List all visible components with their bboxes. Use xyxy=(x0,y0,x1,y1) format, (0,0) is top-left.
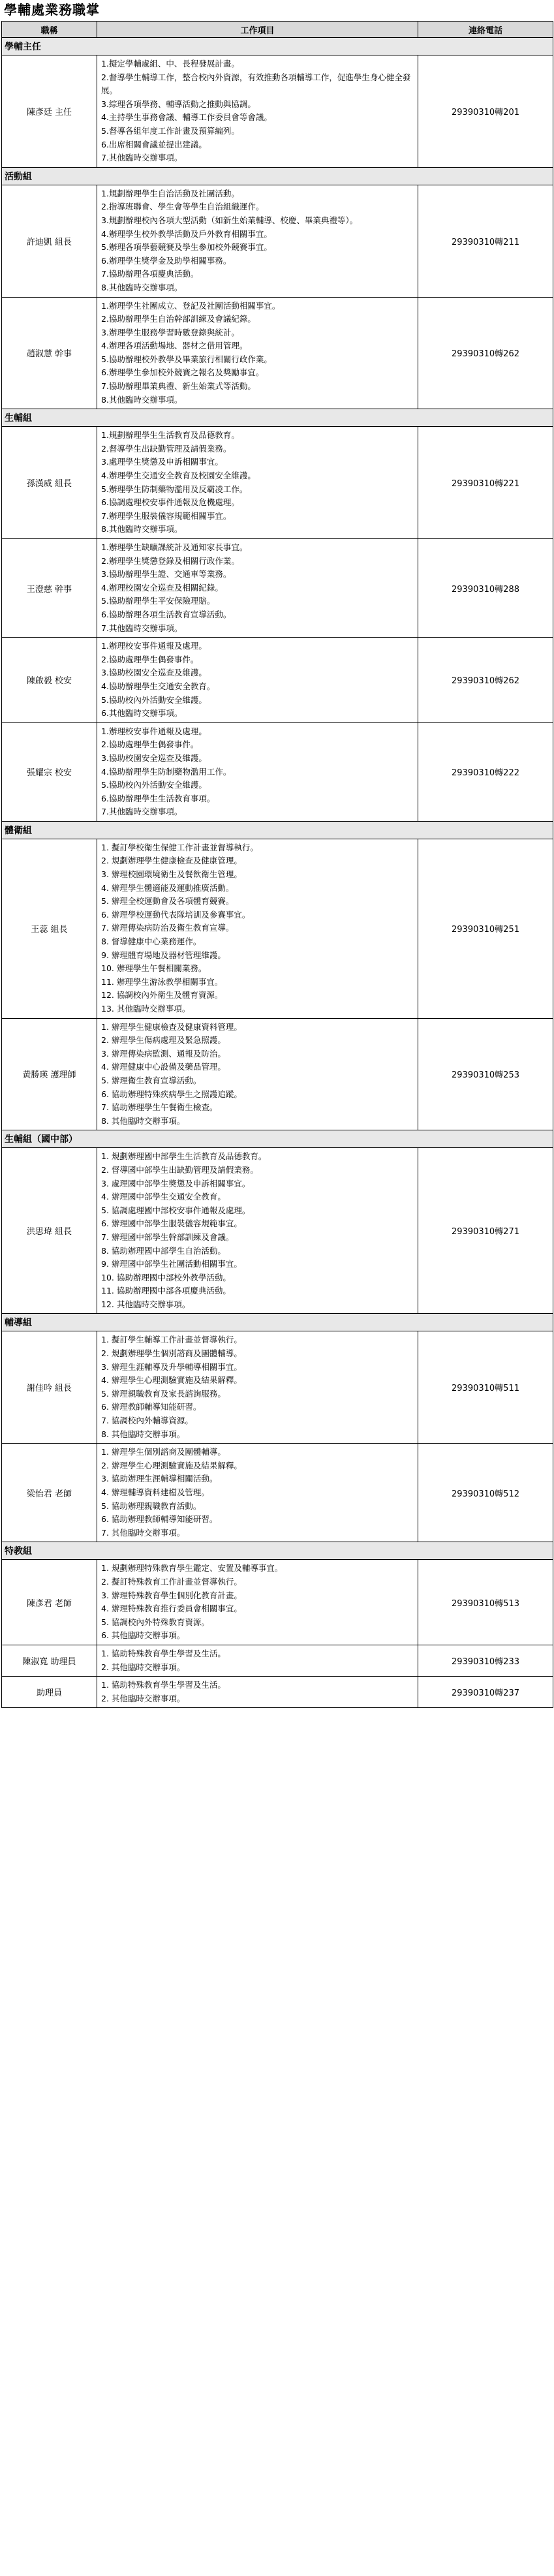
staff-name: 王蕊 組長 xyxy=(2,839,97,1018)
task-item: 1.辦理校安事件通報及處理。 xyxy=(101,641,207,651)
table-row xyxy=(2,1444,553,1542)
section-row xyxy=(2,1314,553,1331)
table-row xyxy=(2,1018,553,1130)
table-row xyxy=(2,638,553,723)
task-list xyxy=(97,1331,418,1444)
phone-extension: 29390310轉251 xyxy=(418,839,553,1018)
task-item: 1. 辦理學生個別諮商及團體輔導。 xyxy=(101,1447,226,1457)
section-row xyxy=(2,38,553,55)
task-item: 1.規劃辦理學生自治活動及社團活動。 xyxy=(101,188,239,198)
task-item: 5.協助辦理校外教學及畢業旅行相關行政作業。 xyxy=(101,354,272,364)
task-item: 13. 其他臨時交辦事項。 xyxy=(101,1004,191,1014)
task-item: 12. 其他臨時交辦事項。 xyxy=(101,1299,191,1309)
section-row xyxy=(2,1130,553,1148)
phone-extension: 29390310轉221 xyxy=(418,427,553,539)
task-item: 4.協助辦理學生防制藥物濫用工作。 xyxy=(101,766,232,777)
task-item: 4. 辦理學生體適能及運動推廣活動。 xyxy=(101,882,234,893)
task-item: 4. 辦理學生心理測驗實施及結果解釋。 xyxy=(101,1375,242,1386)
task-list xyxy=(97,1560,418,1645)
section-heading: 體衛組 xyxy=(2,821,553,839)
task-item: 8. 督導健康中心業務運作。 xyxy=(101,937,202,947)
staff-name: 陳彥廷 主任 xyxy=(2,55,97,168)
staff-name: 助理員 xyxy=(2,1677,97,1708)
task-list xyxy=(97,722,418,821)
task-item: 6. 協助辦理特殊疾病學生之照護追蹤。 xyxy=(101,1089,242,1099)
task-list xyxy=(97,55,418,168)
task-item: 2. 督導國中部學生出缺勤管理及請假業務。 xyxy=(101,1164,258,1175)
task-item: 8. 其他臨時交辦事項。 xyxy=(101,1115,185,1126)
section-heading: 生輔組（國中部） xyxy=(2,1130,553,1148)
task-item: 5. 協調校內外特殊教育資源。 xyxy=(101,1617,209,1627)
task-item: 3. 協助辦理生涯輔導相關活動。 xyxy=(101,1474,218,1484)
task-item: 1. 規劃辦理國中部學生生活教育及品德教育。 xyxy=(101,1151,267,1162)
task-item: 4.主持學生事務會議、輔導工作委員會等會議。 xyxy=(101,112,272,123)
task-item: 2. 規劃辦理學生個別諮商及團體輔導。 xyxy=(101,1348,242,1359)
task-item: 2.協助處理學生偶發事件。 xyxy=(101,739,199,750)
task-item: 3. 辦理傳染病監測、通報及防治。 xyxy=(101,1048,226,1059)
table-body xyxy=(2,38,553,1708)
phone-extension: 29390310轉253 xyxy=(418,1018,553,1130)
task-list xyxy=(97,839,418,1018)
task-item: 2. 其他臨時交辦事項。 xyxy=(101,1662,185,1672)
task-item: 6.協助辦理學生生活教育事項。 xyxy=(101,793,215,803)
table-row xyxy=(2,55,553,168)
staff-name: 王澄慈 幹事 xyxy=(2,539,97,638)
section-heading: 生輔組 xyxy=(2,409,553,427)
task-item: 6. 協助辦理教師輔導知能研習。 xyxy=(101,1514,218,1525)
task-item: 6.協調處理校安事件通報及危機處理。 xyxy=(101,497,239,508)
task-item: 7.辦理學生服裝儀容規範相關事宜。 xyxy=(101,510,232,521)
task-list xyxy=(97,1444,418,1542)
task-item: 4. 辦理輔導資料建檔及管理。 xyxy=(101,1487,209,1497)
table-row xyxy=(2,539,553,638)
task-item: 2. 擬訂特殊教育工作計畫並督導執行。 xyxy=(101,1576,242,1587)
task-list xyxy=(97,1018,418,1130)
phone-extension: 29390310轉211 xyxy=(418,185,553,297)
task-item: 2.指導班聯會、學生會等學生自治組織運作。 xyxy=(101,202,264,212)
task-item: 2. 其他臨時交辦事項。 xyxy=(101,1693,185,1703)
task-item: 5. 協助辦理親職教育活動。 xyxy=(101,1500,202,1511)
task-item: 1. 協助特殊教育學生學習及生活。 xyxy=(101,1680,226,1690)
duty-table xyxy=(1,21,553,1708)
task-item: 2.督導學生輔導工作，整合校內外資源，有效推動各項輔導工作，促進學生身心健全發展。 xyxy=(101,72,411,96)
task-item: 4. 辦理特殊教育推行委員會相關事宜。 xyxy=(101,1604,242,1614)
task-item: 8.其他臨時交辦事項。 xyxy=(101,394,183,405)
table-row xyxy=(2,1645,553,1676)
phone-extension: 29390310轉237 xyxy=(418,1677,553,1708)
task-item: 1.規劃辦理學生生活教育及品德教育。 xyxy=(101,430,239,441)
task-list xyxy=(97,638,418,723)
staff-name: 孫漢威 組長 xyxy=(2,427,97,539)
task-item: 6. 辦理國中部學生服裝儀容規範事宜。 xyxy=(101,1218,242,1229)
table-row xyxy=(2,839,553,1018)
section-heading: 活動組 xyxy=(2,167,553,185)
staff-name: 洪思瑋 組長 xyxy=(2,1148,97,1314)
task-item: 6.其他臨時交辦事項。 xyxy=(101,708,183,719)
task-item: 6.辦理學生獎學金及助學相關事務。 xyxy=(101,255,232,266)
task-item: 2. 辦理學生心理測驗實施及結果解釋。 xyxy=(101,1460,242,1470)
staff-name: 許迪凱 組長 xyxy=(2,185,97,297)
section-row xyxy=(2,409,553,427)
task-item: 7. 其他臨時交辦事項。 xyxy=(101,1527,185,1538)
section-heading: 學輔主任 xyxy=(2,38,553,55)
task-item: 4. 辦理健康中心設備及藥品管理。 xyxy=(101,1062,226,1072)
task-item: 2.協助辦理學生自治幹部訓練及會議紀錄。 xyxy=(101,314,256,324)
task-item: 3. 辦理校園環境衛生及餐飲衛生管理。 xyxy=(101,869,242,880)
phone-extension: 29390310轉512 xyxy=(418,1444,553,1542)
phone-extension: 29390310轉511 xyxy=(418,1331,553,1444)
staff-name: 陳彥君 老師 xyxy=(2,1560,97,1645)
staff-name: 張耀宗 校安 xyxy=(2,722,97,821)
table-row xyxy=(2,722,553,821)
task-item: 4.辦理學生校外教學活動及戶外教育相關事宜。 xyxy=(101,228,272,239)
task-item: 6.協助辦理各項生活教育宣導活動。 xyxy=(101,609,232,619)
task-item: 11. 協助辦理國中部各項慶典活動。 xyxy=(101,1286,231,1296)
task-item: 3.處理學生獎懲及申訴相關事宜。 xyxy=(101,457,223,467)
task-item: 6.辦理學生參加校外競賽之報名及獎勵事宜。 xyxy=(101,367,264,378)
task-item: 6. 其他臨時交辦事項。 xyxy=(101,1630,185,1641)
task-item: 3. 辦理生涯輔導及升學輔導相關事宜。 xyxy=(101,1361,242,1372)
table-row xyxy=(2,1560,553,1645)
phone-extension: 29390310轉271 xyxy=(418,1148,553,1314)
task-item: 7.其他臨時交辦事項。 xyxy=(101,623,183,633)
task-item: 9. 辦理體育場地及器材管理維護。 xyxy=(101,950,226,960)
task-list xyxy=(97,1148,418,1314)
task-list xyxy=(97,185,418,297)
staff-name: 趙淑慧 幹事 xyxy=(2,297,97,409)
task-item: 7.協助辦理各項慶典活動。 xyxy=(101,269,199,279)
table-row xyxy=(2,1148,553,1314)
task-item: 5.協助校內外活動安全維護。 xyxy=(101,780,207,790)
task-item: 2.協助處理學生偶發事件。 xyxy=(101,654,199,664)
task-item: 3. 處理國中部學生獎懲及申訴相關事宜。 xyxy=(101,1178,251,1188)
task-list xyxy=(97,539,418,638)
task-item: 1.辦理學生社團成立、登記及社團活動相關事宜。 xyxy=(101,300,281,311)
staff-name: 黃勝瑛 護理師 xyxy=(2,1018,97,1130)
task-item: 5.協助辦理學生平安保險理賠。 xyxy=(101,596,215,606)
task-item: 3. 辦理特殊教育學生個別化教育計畫。 xyxy=(101,1590,242,1600)
task-item: 12. 協調校內外衛生及體育資源。 xyxy=(101,990,223,1001)
task-item: 3.綜理各項學務、輔導活動之推動與協調。 xyxy=(101,99,256,109)
task-list xyxy=(97,297,418,409)
staff-name: 梁怡君 老師 xyxy=(2,1444,97,1542)
task-item: 6.出席相關會議並提出建議。 xyxy=(101,139,207,149)
phone-extension: 29390310轉262 xyxy=(418,638,553,723)
section-heading: 特教組 xyxy=(2,1542,553,1560)
task-item: 10. 協助辦理國中部校外教學活動。 xyxy=(101,1272,231,1282)
section-heading: 輔導組 xyxy=(2,1314,553,1331)
task-item: 7. 辦理傳染病防治及衛生教育宣導。 xyxy=(101,923,234,933)
task-item: 7.協助辦理畢業典禮、新生始業式等活動。 xyxy=(101,381,256,392)
task-item: 5.辦理學生防制藥物濫用及反霸凌工作。 xyxy=(101,484,248,494)
task-item: 3.協助校園安全巡查及維護。 xyxy=(101,668,207,678)
phone-extension: 29390310轉201 xyxy=(418,55,553,168)
task-item: 7.其他臨時交辦事項。 xyxy=(101,807,183,817)
table-row xyxy=(2,297,553,409)
task-item: 1. 擬訂學校衛生保健工作計畫並督導執行。 xyxy=(101,842,258,852)
task-item: 3.辦理學生服務學習時數登錄與統計。 xyxy=(101,327,239,337)
task-list xyxy=(97,1645,418,1676)
task-item: 8.其他臨時交辦事項。 xyxy=(101,282,183,292)
task-list xyxy=(97,427,418,539)
task-item: 4.辦理校園安全巡查及相關紀錄。 xyxy=(101,582,223,593)
header-row xyxy=(2,22,553,38)
task-item: 1.辦理校安事件通報及處理。 xyxy=(101,726,207,736)
section-row xyxy=(2,1542,553,1560)
task-item: 5.督導各組年度工作計畫及預算編列。 xyxy=(101,125,239,136)
header-phone: 連絡電話 xyxy=(418,22,553,38)
staff-name: 陳啟毅 校安 xyxy=(2,638,97,723)
task-item: 8. 協助辦理國中部學生自治活動。 xyxy=(101,1245,226,1256)
header-role: 職稱 xyxy=(2,22,97,38)
task-item: 4.辦理各項活動場地、器材之借用管理。 xyxy=(101,341,248,351)
task-item: 3.協助辦理學生證、交通車等業務。 xyxy=(101,569,232,580)
task-item: 5.協助校內外活動安全維護。 xyxy=(101,694,207,705)
task-item: 4.協助辦理學生交通安全教育。 xyxy=(101,681,215,691)
task-item: 10. 辦理學生午餐相關業務。 xyxy=(101,963,207,974)
phone-extension: 29390310轉513 xyxy=(418,1560,553,1645)
staff-name: 謝佳吟 組長 xyxy=(2,1331,97,1444)
section-row xyxy=(2,821,553,839)
task-item: 2. 辦理學生傷病處理及緊急照護。 xyxy=(101,1035,226,1046)
task-item: 5.辦理各項學藝競賽及學生參加校外競賽事宜。 xyxy=(101,242,272,253)
task-item: 3.協助校園安全巡查及維護。 xyxy=(101,753,207,763)
phone-extension: 29390310轉222 xyxy=(418,722,553,821)
task-item: 5. 協調處理國中部校安事件通報及處理。 xyxy=(101,1205,251,1215)
phone-extension: 29390310轉233 xyxy=(418,1645,553,1676)
task-item: 3.規劃辦理校內各項大型活動（如新生始業輔導、校慶、畢業典禮等）。 xyxy=(101,215,358,225)
table-row xyxy=(2,185,553,297)
task-item: 2. 規劃辦理學生健康檢查及健康管理。 xyxy=(101,856,242,866)
task-item: 5. 辦理全校運動會及各項體育競賽。 xyxy=(101,896,234,907)
task-item: 7. 辦理國中部學生幹部訓練及會議。 xyxy=(101,1232,234,1242)
section-row xyxy=(2,167,553,185)
table-row xyxy=(2,1331,553,1444)
task-item: 7.其他臨時交辦事項。 xyxy=(101,153,183,163)
task-item: 7. 協助辦理學生午餐衛生檢查。 xyxy=(101,1102,218,1113)
task-item: 8.其他臨時交辦事項。 xyxy=(101,524,183,535)
task-item: 2.督導學生出缺勤管理及請假業務。 xyxy=(101,443,232,454)
task-item: 6. 辦理教師輔導知能研習。 xyxy=(101,1402,202,1412)
task-item: 8. 其他臨時交辦事項。 xyxy=(101,1429,185,1439)
task-item: 1.辦理學生缺曠課統計及通知家長事宜。 xyxy=(101,542,248,552)
task-item: 11. 辦理學生游泳教學相關事宜。 xyxy=(101,976,223,987)
task-item: 9. 辦理國中部學生社團活動相關事宜。 xyxy=(101,1259,242,1269)
task-item: 1.擬定學輔處組、中、長程發展計畫。 xyxy=(101,59,239,69)
task-item: 5. 辦理衛生教育宣導活動。 xyxy=(101,1075,202,1085)
task-item: 1. 規劃辦理特殊教育學生鑑定、安置及輔導事宜。 xyxy=(101,1563,283,1574)
task-item: 7. 協調校內外輔導資源。 xyxy=(101,1416,193,1426)
task-item: 5. 辦理親職教育及家長諮詢服務。 xyxy=(101,1388,226,1399)
task-item: 4.辦理學生交通安全教育及校園安全維護。 xyxy=(101,471,256,481)
task-item: 6. 辦理學校運動代表隊培訓及參賽事宜。 xyxy=(101,909,251,920)
table-row xyxy=(2,1677,553,1708)
task-item: 1. 辦理學生健康檢查及健康資料管理。 xyxy=(101,1021,242,1032)
staff-name: 陳淑寬 助理員 xyxy=(2,1645,97,1676)
task-list xyxy=(97,1677,418,1708)
table-row xyxy=(2,427,553,539)
page-title: 學輔處業務職掌 xyxy=(4,2,100,18)
header-tasks: 工作項目 xyxy=(97,22,418,38)
phone-extension: 29390310轉262 xyxy=(418,297,553,409)
task-item: 2.辦理學生獎懲登錄及相關行政作業。 xyxy=(101,555,239,566)
task-item: 4. 辦理國中部學生交通安全教育。 xyxy=(101,1192,226,1202)
task-item: 1. 協助特殊教育學生學習及生活。 xyxy=(101,1648,226,1658)
task-item: 1. 擬訂學生輔導工作計畫並督導執行。 xyxy=(101,1335,242,1345)
phone-extension: 29390310轉288 xyxy=(418,539,553,638)
